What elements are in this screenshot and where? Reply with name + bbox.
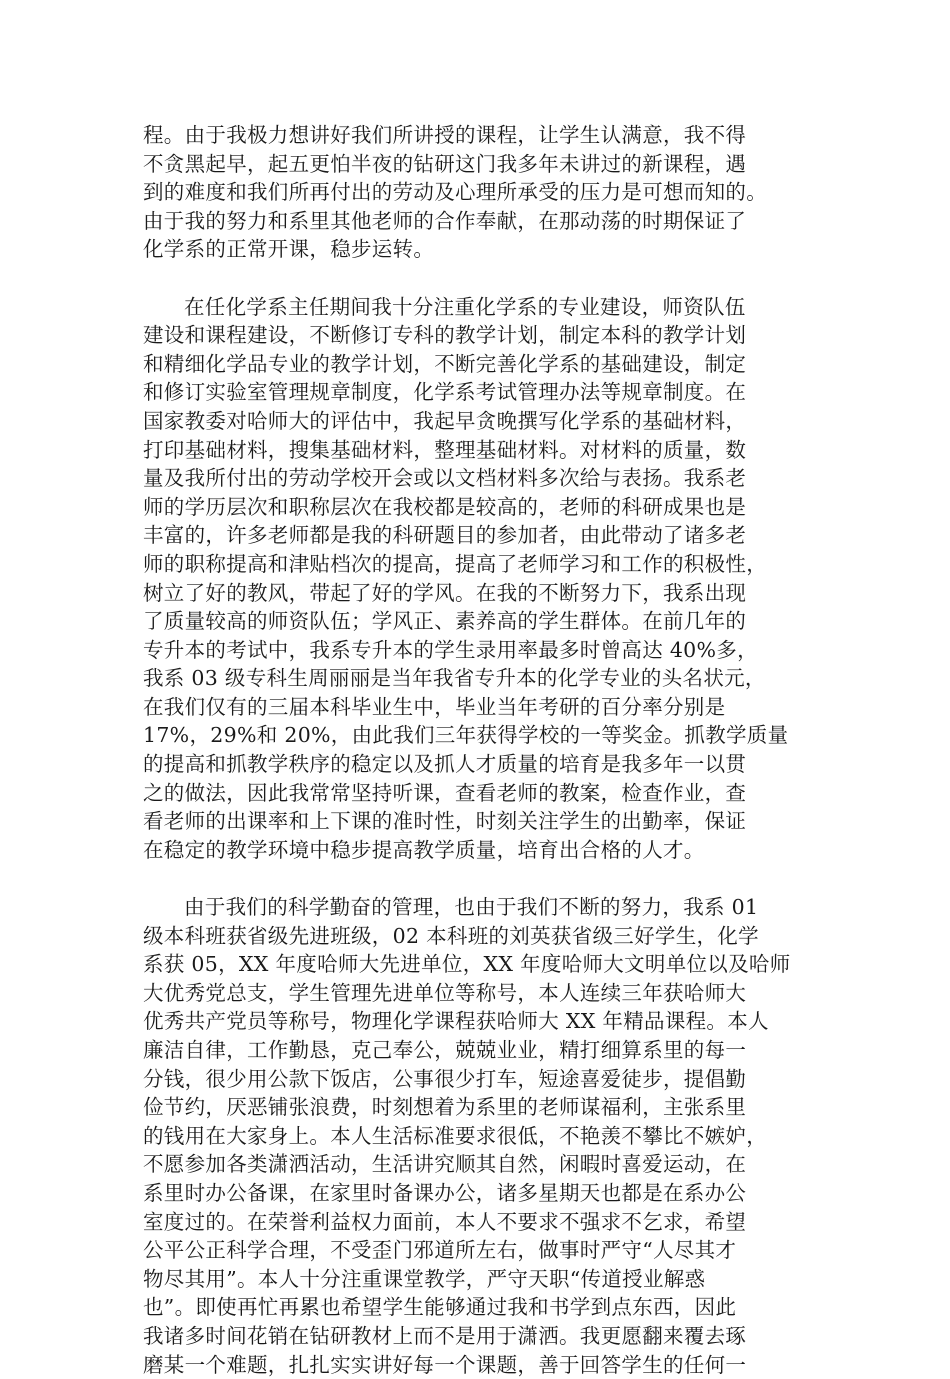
paragraph-3: 由于我们的科学勤奋的管理，也由于我们不断的努力，我系 01 级本科班获省级先进班级，02 本科班的刘英获省级三好学生，化学 系获 05，XX 年度哈师大先进单位，XX 年度哈师大文明单位以及哈师 大优秀党总支，学生管理先进单位等称号，本人连续三年获哈师大 优秀共产党员等称号，物理化学课程获哈师大 XX 年精品课程。本人 廉洁自律，工作勤恳，克己奉公，兢兢业业，精打细算系里的每一 分钱，很少用公款下饭店，公事很少打车，短途喜爱徒步，提倡勤 俭节约，厌恶铺张浪费，时刻想着为系里的老师谋福利，主张系里 的钱用在大家身上。本人生活标准要求很低，不艳羡不攀比不嫉妒， 不愿参加各类潇洒活动，生活讲究顺其自然，闲暇时喜爱运动，在 系里时办公备课，在家里时备课办公，诸多星期天也都是在系办公 室度过的。在荣誉利益权力面前，本人不要求不强求不乞求，希望 公平公正科学合理，不受歪门邪道所左右，做事时严守“人尽其才 物尽其用”。本人十分注重课堂教学，严守天职“传道授业解惑 也”。即使再忙再累也希望学生能够通过我和书学到点东西，因此 我诸多时间花销在钻研教材上而不是用于潇洒。我更愿翻来覆去琢 磨某一个难题，扎扎实实讲好每一个课题，善于回答学生的任何一: [143, 895, 791, 1377]
paragraph-1: 程。由于我极力想讲好我们所讲授的课程，让学生认满意，我不得 不贪黑起早，起五更怕半夜的钻研这门我多年未讲过的新课程，遇 到的难度和我们所再付出的劳动及心理所承受的压力是可想而知的。 由于我的努力和系里其他老师的合作奉献，在那动荡的时期保证了 化学系的正常开课，稳步运转。: [143, 123, 767, 262]
document-body: [143, 121, 823, 1379]
paragraph-2: 在任化学系主任期间我十分注重化学系的专业建设，师资队伍 建设和课程建设，不断修订专科的教学计划，制定本科的教学计划 和精细化学品专业的教学计划，不断完善化学系的基础建设，制定 和修订实验室管理规章制度，化学系考试管理办法等规章制度。在 国家教委对哈师大的评估中，我起早贪晚撰写化学系的基础材料， 打印基础材料，搜集基础材料，整理基础材料。对材料的质量，数 量及我所付出的劳动学校开会或以文档材料多次给与表扬。我系老 师的学历层次和职称层次在我校都是较高的，老师的科研成果也是 丰富的，许多老师都是我的科研题目的参加者，由此带动了诸多老 师的职称提高和津贴档次的提高，提高了老师学习和工作的积极性， 树立了好的教风，带起了好的学风。在我的不断努力下，我系出现 了质量较高的师资队伍；学风正、素养高的学生群体。在前几年的 专升本的考试中，我系专升本的学生录用率最多时曾高达 40%多， 我系 03 级专科生周丽丽是当年我省专升本的化学专业的头名状元， 在我们仅有的三届本科毕业生中，毕业当年考研的百分率分别是 17%，29%和 20%，由此我们三年获得学校的一等奖金。抓教学质量 的提高和抓教学秩序的稳定以及抓人才质量的培育是我多年一以贯 之的做法，因此我常常坚持听课，查看老师的教案，检查作业，查 看老师的出课率和上下课的准时性，时刻关注学生的出勤率，保证 在稳定的教学环境中稳步提高教学质量，培育出合格的人才。: [143, 294, 789, 862]
